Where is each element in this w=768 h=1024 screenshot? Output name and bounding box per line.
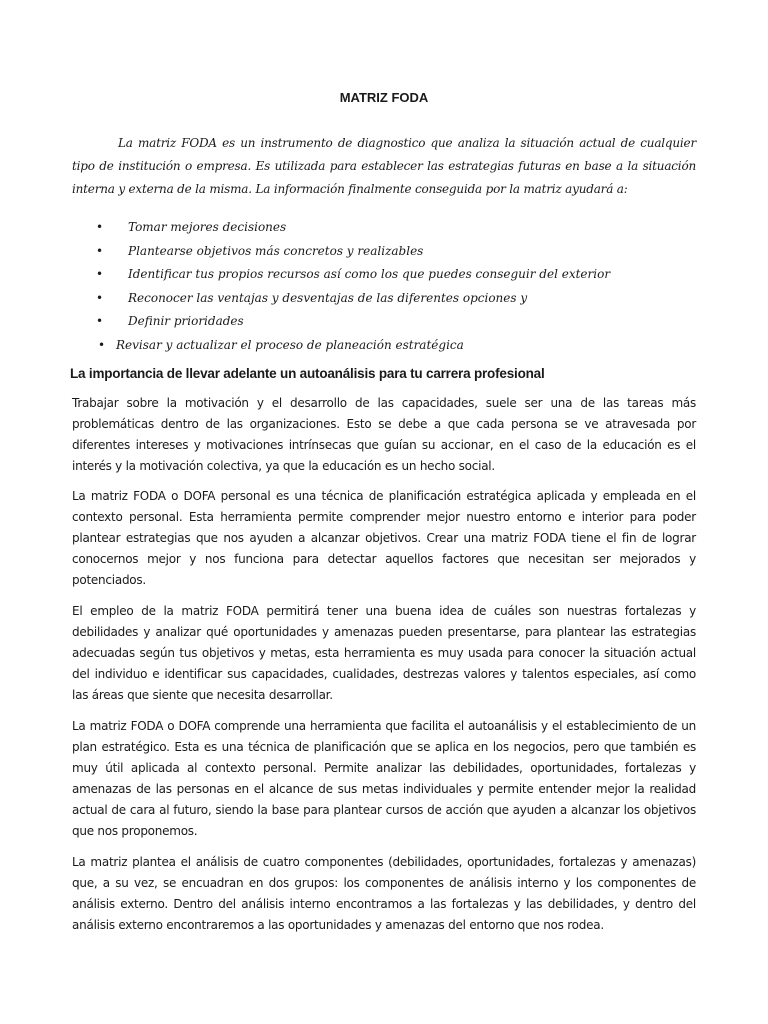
section-heading: La importancia de llevar adelante un autoanálisis para tu carrera profesional	[70, 366, 545, 381]
list-item-text: Identificar tus propios recursos así como los que puedes conseguir del exterior	[128, 267, 611, 281]
list-item-text: Reconocer las ventajas y desventajas de las diferentes opciones y	[128, 290, 528, 305]
document-page	[72, 0, 696, 1024]
bullet-icon: •	[96, 220, 104, 234]
bullet-icon: •	[96, 267, 104, 281]
list-item-text: Plantearse objetivos más concretos y realizables	[128, 243, 424, 258]
body-paragraph: La matriz FODA o DOFA personal es una técnica de planificación estratégica aplicada y empleada en el contexto personal. Esta herramienta permite comprender mejor nuestro entorno e interior para poder plantear estrategias que nos ayuden a alcanzar objetivos. Crear una matriz FODA tiene el fin de lograr conocernos mejor y nos funciona para detectar aquellos factores que necesitan ser mejorados y potenciados.	[72, 489, 696, 587]
list-item	[72, 216, 696, 240]
list-item	[72, 287, 696, 311]
body-paragraph: La matriz FODA o DOFA comprende una herramienta que facilita el autoanálisis y el establecimiento de un plan estratégico. Esta es una técnica de planificación que se aplica en los negocios, pero que también es muy útil aplicada al contexto personal. Permite analizar las debilidades, oportunidades, fortalezas y amenazas de las personas en el alcance de sus metas individuales y permite entender mejor la realidad actual de cara al futuro, siendo la base para plantear cursos de acción que ayuden a alcanzar los objetivos que nos proponemos.	[72, 719, 696, 838]
list-item-text: Revisar y actualizar el proceso de planeación estratégica	[116, 337, 464, 352]
bullet-icon: •	[96, 314, 104, 328]
bullet-icon: •	[98, 337, 106, 352]
bullet-icon: •	[96, 290, 104, 305]
list-item	[72, 334, 696, 358]
document-title: MATRIZ FODA	[339, 90, 429, 105]
intro-paragraph: La matriz FODA es un instrumento de diagnostico que analiza la situación actual de cualquier tipo de institución o empresa. Es utilizada para establecer las estrategias futuras en base a la situación interna y externa de la misma. La información finalmente conseguida por la matriz ayudará a:	[72, 136, 696, 196]
list-item-text: Definir prioridades	[128, 314, 244, 328]
body-paragraph: Trabajar sobre la motivación y el desarrollo de las capacidades, suele ser una de las tareas más problemáticas dentro de las organizaciones. Esto se debe a que cada persona se ve atravesada por diferentes intereses y motivaciones intrínsecas que guían su accionar, en el caso de la educación es el interés y la motivación colectiva, ya que la educación es un hecho social.	[72, 396, 696, 473]
list-item	[72, 310, 696, 334]
bullet-list	[72, 216, 696, 357]
list-item	[72, 240, 696, 264]
bullet-icon: •	[96, 243, 104, 258]
body-paragraph: La matriz plantea el análisis de cuatro componentes (debilidades, oportunidades, fortalezas y amenazas) que, a su vez, se encuadran en dos grupos: los componentes de análisis interno y los componentes de análisis externo. Dentro del análisis interno encontramos a las fortalezas y las debilidades, y dentro del análisis externo encontraremos a las oportunidades y amenazas del entorno que nos rodea.	[72, 855, 696, 932]
body-paragraph: El empleo de la matriz FODA permitirá tener una buena idea de cuáles son nuestras fortalezas y debilidades y analizar qué oportunidades y amenazas pueden presentarse, para plantear las estrategias adecuadas según tus objetivos y metas, esta herramienta es muy usada para conocer la situación actual del individuo e identificar sus capacidades, cualidades, destrezas valores y talentos especiales, así como las áreas que siente que necesita desarrollar.	[72, 604, 696, 702]
list-item	[72, 263, 696, 287]
list-item-text: Tomar mejores decisiones	[128, 220, 287, 234]
